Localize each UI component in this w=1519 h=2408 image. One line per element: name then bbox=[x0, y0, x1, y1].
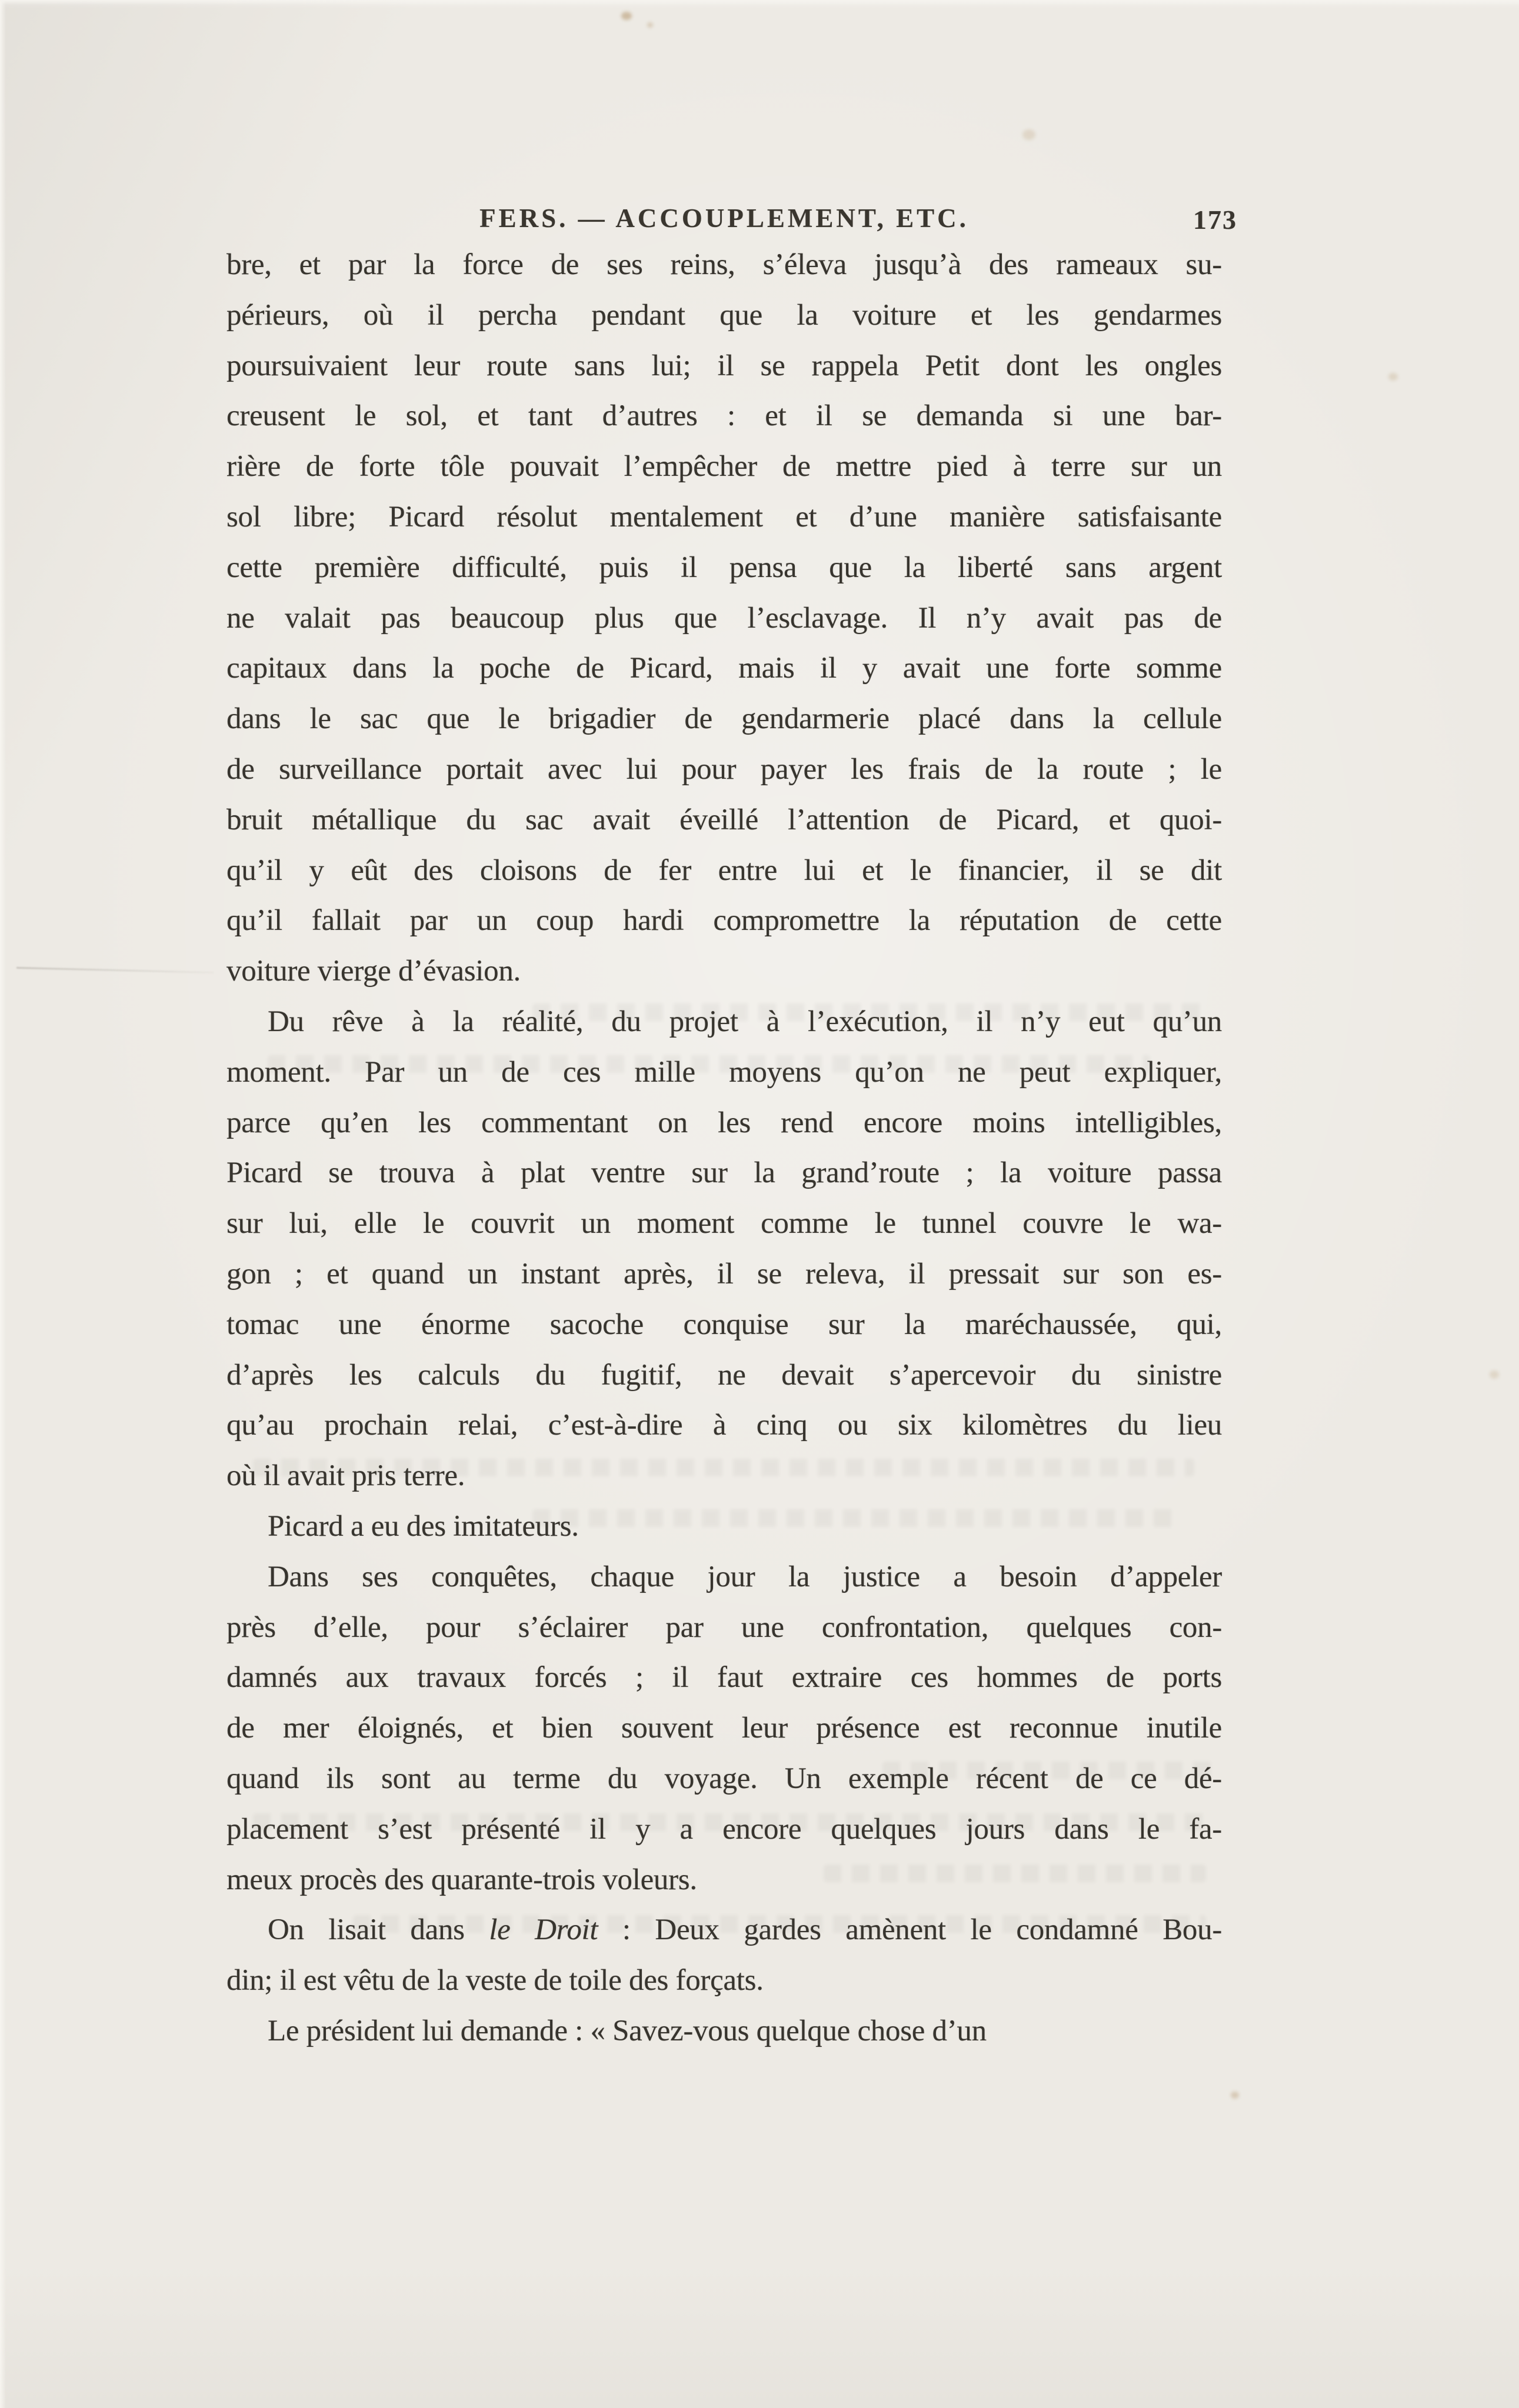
text-line: d’après les calculs du fugitif, ne devait s’apercevoir du sinistre bbox=[226, 1358, 1222, 1392]
text-line: bre, et par la force de ses reins, s’éleva jusqu’à des rameaux su- bbox=[226, 248, 1222, 281]
text-line: sur lui, elle le couvrit un moment comme le tunnel couvre le wa- bbox=[226, 1207, 1222, 1240]
text-line: parce qu’en les commentant on les rend encore moins intelligibles, bbox=[226, 1106, 1222, 1139]
text-line: qu’il y eût des cloisons de fer entre lui et le financier, il se dit bbox=[226, 853, 1222, 887]
foxing-spot bbox=[1388, 373, 1398, 381]
scan-edge-left bbox=[0, 0, 6, 2408]
body-text bbox=[226, 240, 1222, 2057]
text-line: moment. Par un de ces mille moyens qu’on ne peut expliquer, bbox=[226, 1055, 1222, 1089]
text-line: qu’au prochain relai, c’est-à-dire à cinq ou six kilomètres du lieu bbox=[226, 1409, 1222, 1442]
text-line: capitaux dans la poche de Picard, mais il y avait une forte somme bbox=[226, 652, 1222, 685]
foxing-spot bbox=[1022, 129, 1035, 140]
text-line: qu’il fallait par un coup hardi compromettre la réputation de cette bbox=[226, 904, 1222, 938]
italic-citation: le Droit bbox=[489, 1913, 598, 1947]
text-line: quand ils sont au terme du voyage. Un exemple récent de ce dé- bbox=[226, 1762, 1222, 1795]
foxing-spot bbox=[647, 22, 653, 28]
text-line: périeurs, où il percha pendant que la voiture et les gendarmes bbox=[226, 298, 1222, 332]
foxing-spot bbox=[621, 12, 632, 20]
paper-crease bbox=[16, 967, 214, 973]
foxing-spot bbox=[1490, 1370, 1499, 1379]
text-line: Dans ses conquêtes, chaque jour la justice a besoin d’appeler bbox=[268, 1560, 1222, 1593]
text-line: où il avait pris terre. bbox=[226, 1459, 465, 1493]
text-line: voiture vierge d’évasion. bbox=[226, 955, 521, 988]
text-line: din; il est vêtu de la veste de toile des forçats. bbox=[226, 1964, 764, 1997]
scan-edge-top bbox=[0, 0, 1519, 5]
text-line: Le président lui demande : « Savez-vous quelque chose d’un bbox=[268, 2014, 987, 2047]
foxing-spot bbox=[1231, 2092, 1239, 2099]
text-line: meux procès des quarante-trois voleurs. bbox=[226, 1863, 697, 1896]
text-line: de mer éloignés, et bien souvent leur présence est reconnue inutile bbox=[226, 1712, 1222, 1745]
text-segment: : Deux gardes amènent le condamné Bou- bbox=[598, 1913, 1222, 1947]
text-line: Picard se trouva à plat ventre sur la grand’route ; la voiture passa bbox=[226, 1156, 1222, 1190]
text-line: rière de forte tôle pouvait l’empêcher de mettre pied à terre sur un bbox=[226, 450, 1222, 483]
text-line: sol libre; Picard résolut mentalement et d’une manière satisfaisante bbox=[226, 500, 1222, 533]
text-line: bruit métallique du sac avait éveillé l’attention de Picard, et quoi- bbox=[226, 803, 1222, 836]
text-line: Du rêve à la réalité, du projet à l’exécution, il n’y eut qu’un bbox=[268, 1005, 1222, 1038]
text-line: Picard a eu des imitateurs. bbox=[268, 1509, 579, 1543]
text-line: placement s’est présenté il y a encore quelques jours dans le fa- bbox=[226, 1812, 1222, 1846]
text-line: ne valait pas beaucoup plus que l’esclavage. Il n’y avait pas de bbox=[226, 601, 1222, 635]
text-line: cette première difficulté, puis il pensa que la liberté sans argent bbox=[226, 551, 1222, 584]
text-line: gon ; et quand un instant après, il se releva, il pressait sur son es- bbox=[226, 1257, 1222, 1290]
text-segment: On lisait dans bbox=[268, 1913, 489, 1947]
text-line: dans le sac que le brigadier de gendarmerie placé dans la cellule bbox=[226, 702, 1222, 736]
text-line: de surveillance portait avec lui pour payer les frais de la route ; le bbox=[226, 752, 1222, 786]
running-header-title: FERS. — ACCOUPLEMENT, ETC. bbox=[479, 204, 969, 233]
text-line: creusent le sol, et tant d’autres : et il se demanda si une bar- bbox=[226, 399, 1222, 433]
text-line: poursuivaient leur route sans lui; il se rappela Petit dont les ongles bbox=[226, 349, 1222, 382]
page-number: 173 bbox=[1193, 205, 1237, 235]
text-line: tomac une énorme sacoche conquise sur la maréchaussée, qui, bbox=[226, 1308, 1222, 1341]
text-line: damnés aux travaux forcés ; il faut extraire ces hommes de ports bbox=[226, 1661, 1222, 1695]
text-line bbox=[226, 1905, 1222, 1956]
text-line: près d’elle, pour s’éclairer par une confrontation, quelques con- bbox=[226, 1610, 1222, 1644]
